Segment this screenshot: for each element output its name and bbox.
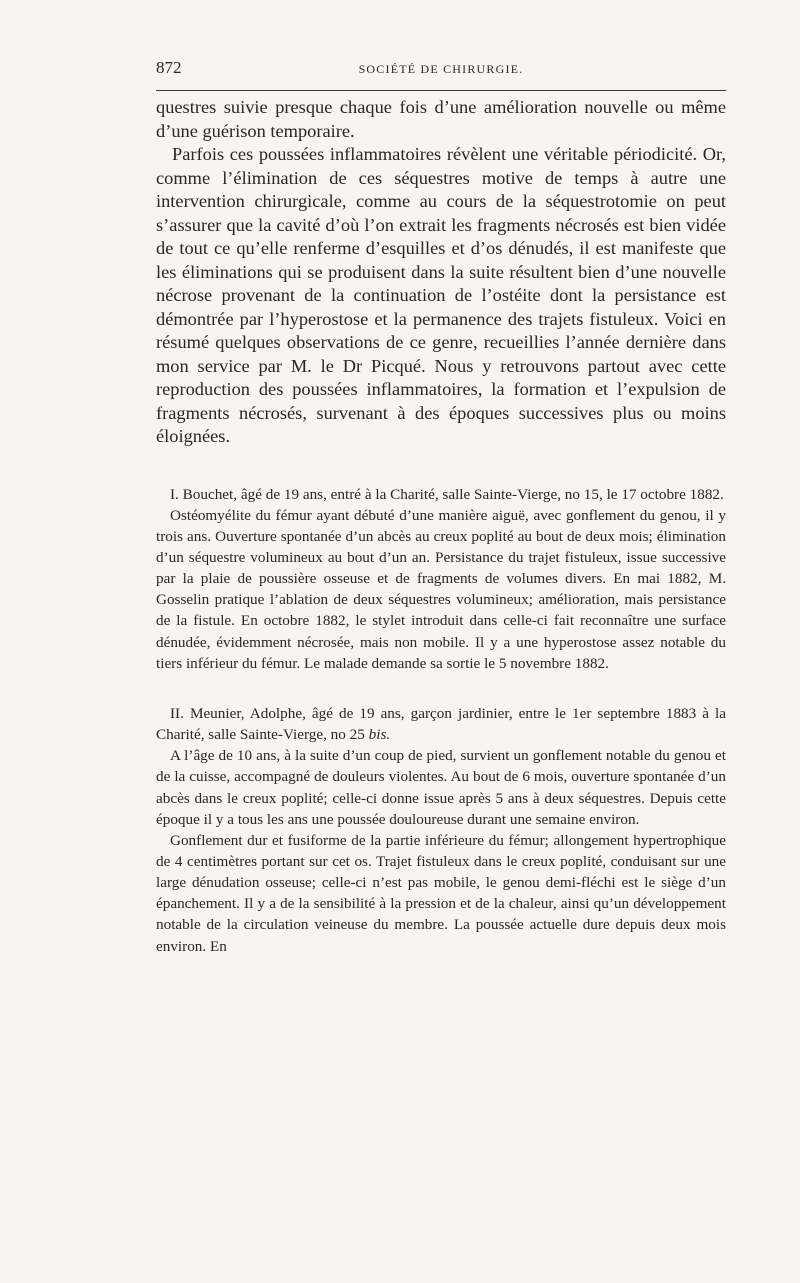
observation-1-text: Ostéomyélite du fémur ayant débuté d’une manière aiguë, avec gonflement du genou, il y trois ans. Ouverture spontanée d’un abcès au creux poplité au bout de deux mois; élimination d’un séquestre volumineux au bout d’un an. Persistance du trajet fistuleux, issue successive par la plaie de poussière osseuse et de fragments de volumes divers. En mai 1882, M. Gosselin pratique l’ablation de deux séquestres volumineux; amélioration, mais persistance de la fistule. En octobre 1882, le stylet introduit dans celle-ci fait reconnaître une surface dénudée, évidemment nécrosée, mais non mobile. Il y a une hyperostose assez notable du tiers inférieur du fémur. Le malade demande sa sortie le 5 novembre 1882. <box>156 506 726 672</box>
paragraph-continued: questres suivie presque chaque fois d’une amélioration nouvelle ou même d’une guérison temporaire. <box>156 97 726 141</box>
page-header <box>156 58 726 88</box>
main-text <box>156 96 726 449</box>
observation-2-history: A l’âge de 10 ans, à la suite d’un coup de pied, survient un gonflement notable du genou et de la cuisse, accompagné de douleurs violentes. Au bout de 6 mois, ouverture spontanée d’un abcès dans le creux poplité; celle-ci donne issue après 5 ans à deux séquestres. Depuis cette époque il y a tous les ans une poussée douloureuse durant une semaine environ. <box>156 747 726 828</box>
header-rule <box>156 90 726 91</box>
running-head: SOCIÉTÉ DE CHIRURGIE. <box>358 62 524 76</box>
observation-2-intro-text: II. Meunier, Adolphe, âgé de 19 ans, garçon jardinier, entre le 1er septembre 1883 à la Charité, salle Sainte-Vierge, no 25 <box>156 704 726 744</box>
observation-2 <box>156 703 726 957</box>
page-number: 872 <box>156 58 182 77</box>
observation-2-exam: Gonflement dur et fusiforme de la partie inférieure du fémur; allongement hypertrophique de 4 centimètres portant sur cet os. Trajet fistuleux dans le creux poplité, conduisant sur une large dénudation osseuse; celle-ci n’est pas mobile, le genou demi-fléchi est le siège d’un épanchement. Il y a de la sensibilité à la pression et de la chaleur, ainsi qu’un développement notable de la circulation veineuse du membre. La poussée actuelle dure depuis deux mois environ. En <box>156 831 726 955</box>
observation-1 <box>156 484 726 674</box>
observation-2-intro <box>156 703 726 745</box>
observation-1-intro: I. Bouchet, âgé de 19 ans, entré à la Charité, salle Sainte-Vierge, no 15, le 17 octobre 1882. <box>170 485 724 503</box>
paragraph-periodicity: Parfois ces poussées inflammatoires révèlent une véritable périodicité. Or, comme l’élimination de ces séquestres motive de temps à autre une intervention chirurgicale, comme au cours de la séquestrotomie on peut s’assurer que la cavité d’où l’on extrait les fragments nécrosés est bien vidée de tout ce qu’elle renferme d’esquilles et d’os dénudés, il est manifeste que les éliminations qui se produisent dans la suite résultent bien d’une nouvelle nécrose provenant de la continuation de l’ostéite dont la persistance est démontrée par l’hyperostose et la permanence des trajets fistuleux. Voici en résumé quelques observations de ce genre, recueillies l’année dernière dans mon service par M. le Dr Picqué. Nous y retrouvons partout avec cette reproduction des poussées inflammatoires, la formation et l’expulsion de fragments nécrosés, survenant à des époques successives plus ou moins éloignées. <box>156 144 726 446</box>
book-page <box>156 58 726 957</box>
observation-2-bis: bis. <box>368 726 391 744</box>
